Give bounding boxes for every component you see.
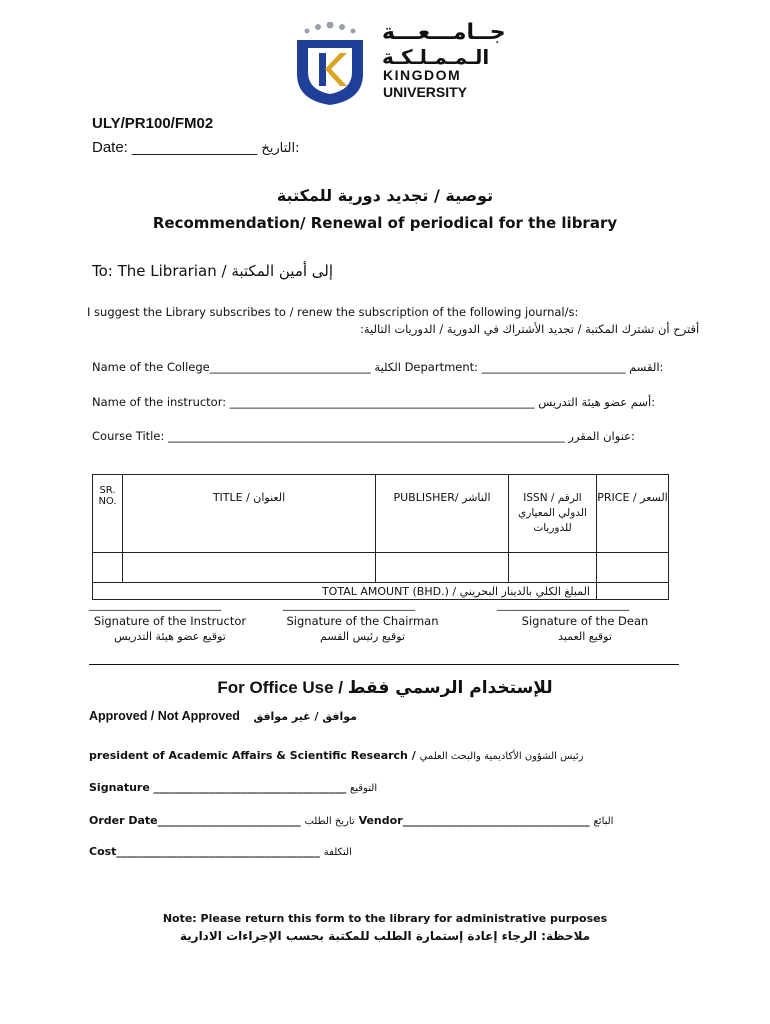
suggest-text-ar: أقترح أن تشترك المكتبة / تجديد الأشتراك في الدورية / الدوريات التالية: — [360, 322, 700, 336]
note-en: Note: Please return this form to the library for administrative purposes — [162, 912, 608, 925]
header-issn-line2: الدولي المعياري — [518, 507, 587, 519]
dean-signature-label-ar: توقيع العميد — [558, 630, 612, 643]
to-librarian-ar: إلى أمين المكتبة — [231, 262, 334, 280]
logo-arabic-line2: الـمـمـلـكـة — [382, 45, 490, 69]
logo-english-line2: UNIVERSITY — [383, 84, 468, 100]
header-issn-line1: ISSN / الرقم — [523, 492, 582, 504]
cell-issn[interactable] — [509, 553, 597, 583]
cell-price[interactable] — [597, 553, 669, 583]
cell-sr[interactable] — [93, 553, 123, 583]
journals-table — [92, 474, 669, 600]
total-amount-label: TOTAL AMOUNT (BHD.) / المبلغ الكلي بالدينار البحريني — [93, 583, 597, 600]
table-header-row — [93, 475, 669, 553]
header-sr: SR. — [99, 485, 116, 496]
office-use-heading-ar: للإستخدام الرسمي فقط — [347, 678, 553, 698]
header-no: NO. — [98, 496, 117, 507]
date-blank[interactable]: _______________ — [132, 139, 258, 156]
instructor-signature-line[interactable]: ________________________ — [89, 598, 221, 611]
dean-signature-label: Signature of the Dean — [521, 614, 649, 628]
order-vendor-row[interactable] — [89, 814, 613, 827]
approval-row[interactable] — [89, 709, 357, 723]
instructor-field[interactable] — [92, 395, 655, 409]
president-row — [89, 749, 583, 762]
note-ar: ملاحظة: الرجاء إعادة إستمارة الطلب للمكتبة بحسب الإجراءات الادارية — [179, 929, 591, 943]
title-arabic: توصية / تجديد دورية للمكتبة — [276, 186, 494, 205]
chairman-signature-label: Signature of the Chairman — [286, 614, 439, 628]
to-librarian-en: To: The Librarian / — [92, 262, 227, 280]
course-field[interactable] — [92, 429, 635, 443]
office-separator — [89, 664, 679, 665]
department-label-ar: :القسم — [629, 360, 664, 374]
instructor-signature-label-ar: توقيع عضو هيئة التدريس — [114, 630, 226, 643]
cell-publisher[interactable] — [376, 553, 509, 583]
dean-signature-line[interactable]: ________________________ — [497, 598, 629, 611]
office-use-heading-en: For Office Use / — [217, 678, 344, 697]
cost-label-ar: التكلفة — [323, 847, 352, 858]
date-field[interactable] — [92, 139, 299, 156]
department-label[interactable]: Department: _________________________ — [404, 360, 626, 374]
president-label: president of Academic Affairs & Scientific Research / — [89, 749, 416, 762]
approved-label[interactable]: Approved / Not Approved — [89, 709, 240, 723]
form-code: ULY/PR100/FM02 — [92, 115, 214, 132]
instructor-signature-label: Signature of the Instructor — [93, 614, 247, 628]
total-amount-cell[interactable] — [597, 583, 669, 600]
to-librarian — [92, 262, 333, 280]
instructor-label[interactable]: Name of the instructor: _____________________________________________________ — [92, 395, 535, 409]
president-label-ar: رئيس الشؤون الأكاديمية والبحث العلمي — [419, 751, 584, 762]
chairman-signature-label-ar: توقيع رئيس القسم — [320, 630, 405, 643]
signature-label[interactable]: Signature ___________________________________ — [89, 781, 347, 794]
cell-title[interactable] — [123, 553, 376, 583]
chairman-signature-line[interactable]: ________________________ — [283, 598, 415, 611]
logo-english-line1: KINGDOM — [383, 67, 462, 83]
course-label[interactable]: Course Title: _____________________________________________________________________ — [92, 429, 565, 443]
signature-row[interactable] — [89, 781, 377, 794]
header-issn — [509, 475, 597, 553]
suggest-text-en: I suggest the Library subscribes to / renew the subscription of the following journal/s: — [87, 305, 579, 319]
header-issn-line3: للدوريات — [533, 522, 572, 534]
college-label[interactable]: Name of the College____________________________ — [92, 360, 371, 374]
signature-label-ar: التوقيع — [349, 783, 378, 794]
vendor-label[interactable]: Vendor__________________________________ — [358, 814, 590, 827]
university-logo-emblem — [294, 22, 366, 106]
approved-label-ar: موافق / غير موافق — [253, 710, 357, 723]
course-label-ar: :عنوان المقرر — [568, 429, 635, 443]
order-date-label[interactable]: Order Date__________________________ — [89, 814, 301, 827]
header-price: PRICE / السعر — [597, 475, 669, 553]
table-row[interactable] — [93, 553, 669, 583]
instructor-label-ar: :أسم عضو هيئة التدريس — [538, 395, 656, 409]
cost-row[interactable] — [89, 845, 352, 858]
date-label-arabic: :التاريخ — [261, 141, 300, 156]
table-total-row — [93, 583, 669, 600]
college-field[interactable] — [92, 360, 663, 374]
header-title: TITLE / العنوان — [123, 475, 376, 553]
logo-arabic-line1: جــامـــعـــة — [382, 20, 506, 45]
cost-label[interactable]: Cost_____________________________________ — [89, 845, 320, 858]
order-date-label-ar: تاريخ الطلب — [304, 816, 355, 827]
header-publisher: PUBLISHER/ الناشر — [376, 475, 509, 553]
date-label: Date: — [92, 139, 128, 156]
vendor-label-ar: البائع — [593, 816, 614, 827]
office-use-heading — [0, 678, 770, 698]
title-english: Recommendation/ Renewal of periodical for the library — [152, 214, 618, 232]
header-sr-no — [93, 475, 123, 553]
college-label-ar: الكلية — [374, 360, 401, 374]
